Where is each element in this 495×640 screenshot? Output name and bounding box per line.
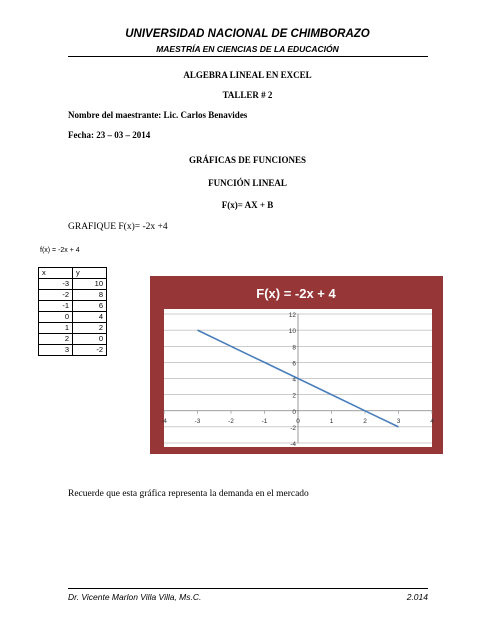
market-note: Recuerde que esta gráfica representa la demanda en el mercado xyxy=(68,489,309,499)
footer-divider xyxy=(68,588,428,589)
x-tick-label: -1 xyxy=(261,417,268,425)
table-row xyxy=(39,312,107,323)
table-cell: -2 xyxy=(73,345,107,356)
table-row xyxy=(39,301,107,312)
university-title: UNIVERSIDAD NACIONAL DE CHIMBORAZO xyxy=(125,28,370,40)
formula-heading: F(x)= AX + B xyxy=(221,200,274,210)
x-tick-label: 3 xyxy=(396,417,401,425)
table-row xyxy=(39,323,107,334)
table-cell: 6 xyxy=(73,301,107,312)
y-tick-label: 12 xyxy=(288,312,296,319)
table-cell: 2 xyxy=(39,334,73,345)
x-tick-label: 0 xyxy=(296,417,300,425)
line-chart xyxy=(150,276,443,459)
table-row xyxy=(39,290,107,301)
document-date: Fecha: 23 – 03 – 2014 xyxy=(68,130,151,140)
program-subtitle: MAESTRÍA EN CIENCIAS DE LA EDUCACIÓN xyxy=(156,44,339,54)
table-row xyxy=(39,345,107,356)
table-cell: 2 xyxy=(73,323,107,334)
x-tick-label: -3 xyxy=(194,417,201,425)
graph-instruction: GRAFIQUE F(x)= -2x +4 xyxy=(68,222,168,232)
table-row xyxy=(39,279,107,290)
table-cell: 3 xyxy=(39,345,73,356)
table-cell: 0 xyxy=(39,312,73,323)
table-cell: 0 xyxy=(73,334,107,345)
y-tick-label: 2 xyxy=(292,392,296,400)
table-cell: -1 xyxy=(39,301,73,312)
x-tick-label: 1 xyxy=(329,417,334,425)
chart-title: F(x) = -2x + 4 xyxy=(256,286,336,301)
footer-year: 2.014 xyxy=(406,592,428,602)
student-name: Nombre del maestrante: Lic. Carlos Benavides xyxy=(68,110,248,120)
y-tick-label: 8 xyxy=(292,344,296,352)
footer-author: Dr. Vicente Marlon Villa Villa, Ms.C. xyxy=(68,592,202,602)
x-tick-label: -4 xyxy=(161,417,167,425)
y-tick-label: 6 xyxy=(292,360,296,368)
table-cell: 10 xyxy=(73,279,107,290)
table-header-row xyxy=(39,268,107,279)
xy-table xyxy=(38,267,107,356)
table-row xyxy=(39,334,107,345)
table-cell: 1 xyxy=(39,323,73,334)
table-cell: -3 xyxy=(39,279,73,290)
x-tick-label: 2 xyxy=(363,417,367,425)
table-cell: 4 xyxy=(73,312,107,323)
x-tick-label: 4 xyxy=(430,417,434,425)
y-tick-label: -4 xyxy=(290,441,296,448)
function-label: f(x) = -2x + 4 xyxy=(40,247,80,254)
y-tick-label: -2 xyxy=(290,424,296,432)
table-header-y: y xyxy=(73,268,107,279)
y-tick-label: 10 xyxy=(288,328,296,336)
table-cell: -2 xyxy=(39,290,73,301)
x-tick-label: -2 xyxy=(228,417,234,425)
workshop-heading: TALLER # 2 xyxy=(222,90,273,100)
subject-heading: ALGEBRA LINEAL EN EXCEL xyxy=(183,70,312,80)
chart-svg xyxy=(150,276,443,454)
table-cell: 8 xyxy=(73,290,107,301)
section-heading: GRÁFICAS DE FUNCIONES xyxy=(188,155,306,165)
subsection-heading: FUNCIÓN LINEAL xyxy=(208,178,287,188)
y-tick-label: 0 xyxy=(292,408,296,416)
header-divider xyxy=(68,56,428,57)
y-tick-label: 4 xyxy=(292,376,296,384)
table-header-x: x xyxy=(39,268,73,279)
